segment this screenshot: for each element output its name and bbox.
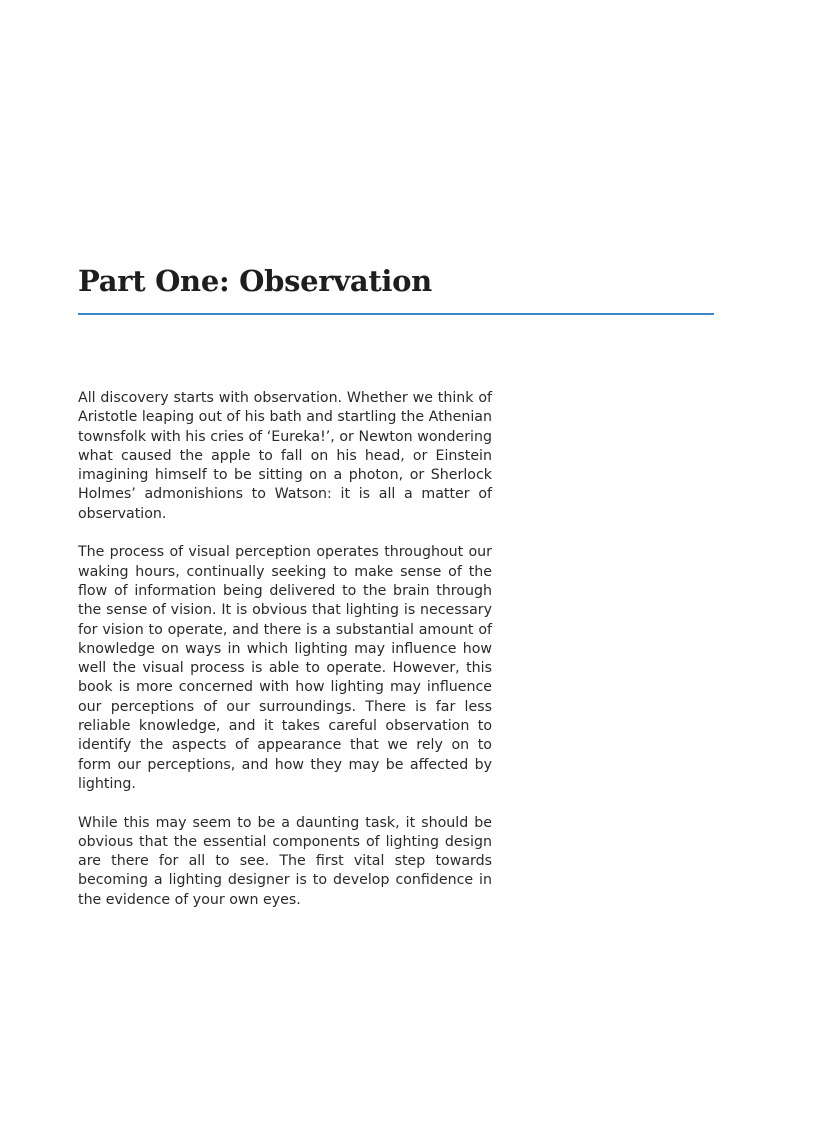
body-text	[78, 389, 492, 929]
paragraph-3: While this may seem to be a daunting task, it should be obvious that the essential components of lighting design are there for all to see. The first vital step towards becoming a lighting designer is to develop confidence in the evidence of your own eyes.	[78, 814, 492, 908]
part-title: Part One: Observation	[78, 264, 432, 298]
title-underline-rule	[78, 313, 714, 315]
paragraph-1: All discovery starts with observation. Whether we think of Aristotle leaping out of his bath and startling the Athenian townsfolk with his cries of ‘Eureka!’, or Newton wondering what caused the apple to fall on his head, or Einstein imagining himself to be sitting on a photon, or Sherlock Holmes’ admonishions to Watson: it is all a matter of observation.	[78, 390, 492, 522]
paragraph-2: The process of visual perception operates throughout our waking hours, continually seeking to make sense of the flow of information being delivered to the brain through the sense of vision. It is obvious that lighting is necessary for vision to operate, and there is a substantial amount of knowledge on ways in which lighting may influence how well the visual process is able to operate. However, this book is more concerned with how lighting may influence our perceptions of our surroundings. There is far less reliable knowledge, and it takes careful observation to identify the aspects of appearance that we rely on to form our perceptions, and how they may be affected by lighting.	[78, 544, 492, 792]
